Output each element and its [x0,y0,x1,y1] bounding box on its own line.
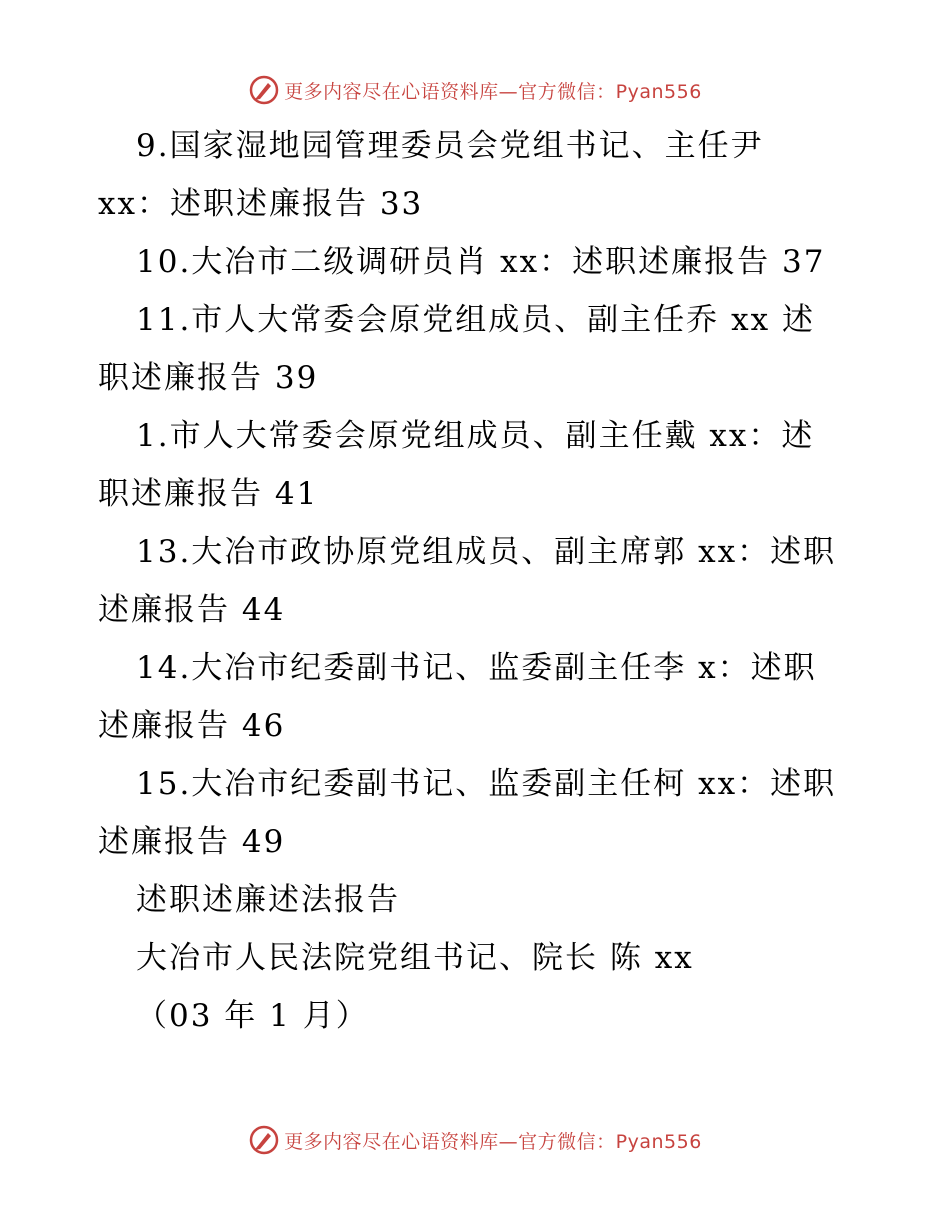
toc-line: xx：述职述廉报告 33 [98,186,424,222]
author-line: 大冶市人民法院党组书记、院长 陈 xx [136,940,694,976]
toc-line: 14.大冶市纪委副书记、监委副主任李 x：述职 [136,650,817,686]
watermark-header [0,70,950,110]
toc-line: 15.大冶市纪委副书记、监委副主任柯 xx：述职 [136,766,837,802]
section-title: 述职述廉述法报告 [136,882,400,918]
toc-line: 10.大冶市二级调研员肖 xx：述职述廉报告 37 [136,244,826,280]
pen-logo-icon [248,1124,280,1156]
watermark-text: 更多内容尽在心语资料库—官方微信：Pyan556 [284,1130,702,1153]
toc-line: 述廉报告 46 [98,708,286,744]
toc-line: 1.市人大常委会原党组成员、副主任戴 xx：述 [136,418,815,454]
toc-line: 职述廉报告 41 [98,476,319,512]
watermark-text: 更多内容尽在心语资料库—官方微信：Pyan556 [284,80,702,103]
toc-line: 11.市人大常委会原党组成员、副主任乔 xx 述 [136,302,815,338]
toc-line: 职述廉报告 39 [98,360,319,396]
toc-line: 述廉报告 49 [98,824,286,860]
toc-line: 9.国家湿地园管理委员会党组书记、主任尹 [136,128,764,164]
toc-line: 13.大冶市政协原党组成员、副主席郭 xx：述职 [136,534,837,570]
watermark-footer [0,1120,950,1160]
date-line: （03 年 1 月） [136,998,369,1034]
pen-logo-icon [248,74,280,106]
toc-line: 述廉报告 44 [98,592,286,628]
